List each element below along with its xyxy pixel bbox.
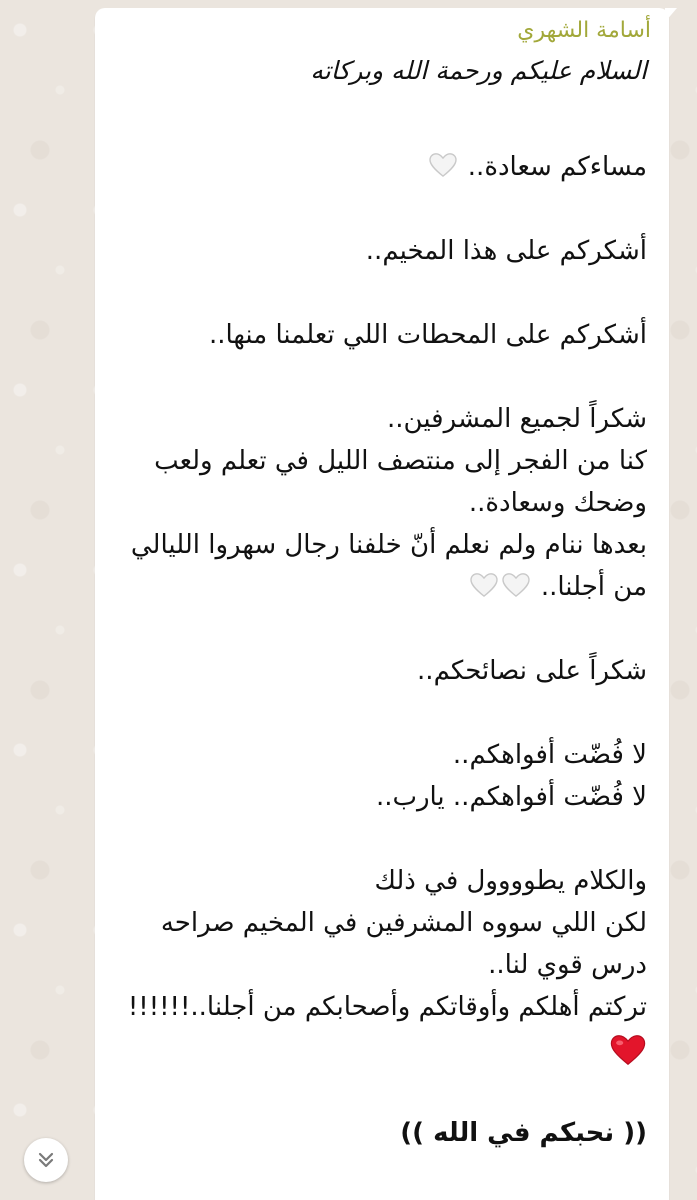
- double-chevron-down-icon: [35, 1149, 57, 1171]
- red-heart-icon: [609, 1033, 647, 1067]
- spacer: [119, 272, 647, 314]
- blessing-line-1: لا فُضّت أفواهكم..: [452, 740, 647, 770]
- love-line: (( نحبكم في الله )): [400, 1118, 647, 1148]
- after-line-1: بعدها ننام ولم نعلم أنّ خلفنا رجال سهروا الليالي: [130, 530, 647, 560]
- evening-text: مساءكم سعادة..: [467, 152, 647, 182]
- white-heart-icon: [501, 572, 531, 598]
- bubble-tail: [665, 8, 677, 22]
- scroll-down-button[interactable]: [24, 1138, 68, 1182]
- spacer: [119, 818, 647, 860]
- talk-line-4: تركتم أهلكم وأوقاتكم وأصحابكم من أجلنا..!!!!!!: [127, 992, 647, 1022]
- spacer: [119, 1070, 647, 1112]
- message-bubble[interactable]: [95, 8, 669, 1200]
- white-heart-icon: [469, 572, 499, 598]
- thanks-advice-line: شكراً على نصائحكم..: [417, 656, 647, 686]
- spacer: [119, 188, 647, 230]
- talk-line-2: لكن اللي سووه المشرفين في المخيم صراحه: [160, 908, 647, 938]
- spacer: [119, 356, 647, 398]
- evening-line: [119, 146, 647, 188]
- dawn-line-2: وضحك وسعادة..: [468, 488, 647, 518]
- message-text: [119, 54, 647, 1154]
- thanks-supervisors-line: شكراً لجميع المشرفين..: [387, 404, 647, 434]
- thanks-stations-line: أشكركم على المحطات اللي تعلمنا منها..: [208, 320, 647, 350]
- white-heart-icon: [428, 152, 458, 178]
- talk-line-3: درس قوي لنا..: [488, 950, 647, 980]
- talk-line-1: والكلام يطوووول في ذلك: [374, 866, 647, 896]
- after-text-2: من أجلنا..: [540, 572, 647, 602]
- sender-name[interactable]: أسامة الشهري: [517, 18, 651, 43]
- red-heart-line: [119, 1028, 647, 1070]
- blessing-line-2: لا فُضّت أفواهكم.. يارب..: [375, 782, 647, 812]
- dawn-line-1: كنا من الفجر إلى منتصف الليل في تعلم ولعب: [154, 446, 647, 476]
- spacer: [119, 88, 647, 146]
- spacer: [119, 692, 647, 734]
- greeting-line: السلام عليكم ورحمة الله وبركاته: [310, 56, 647, 85]
- thanks-camp-line: أشكركم على هذا المخيم..: [365, 236, 647, 266]
- after-line-2: [119, 566, 647, 608]
- spacer: [119, 608, 647, 650]
